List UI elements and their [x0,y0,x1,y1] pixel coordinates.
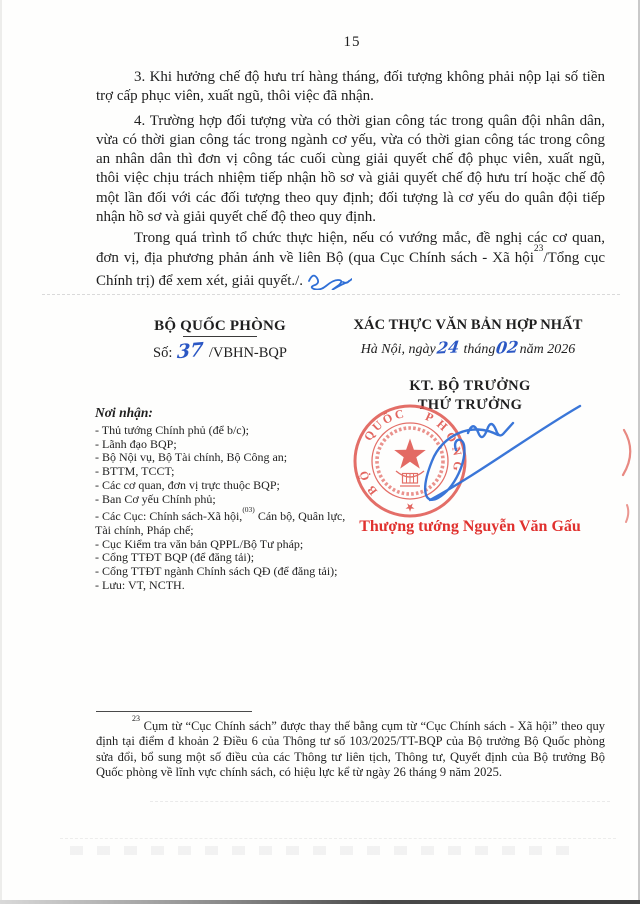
scan-fold-line [42,294,620,295]
certification-title: XÁC THỰC VĂN BẢN HỢP NHẤT [353,317,583,333]
recipient-item [95,465,363,479]
recipient-item [95,551,363,565]
seal-letter: Ò [443,429,460,445]
org-underline [183,336,257,337]
issuer-org-name: BỘ QUỐC PHÒNG [154,318,286,334]
date-suffix: năm 2026 [519,342,576,357]
seal-bottom-star-icon: ★ [405,501,415,512]
footnote-block [96,715,605,780]
footnote-reference-23: 23 [533,243,544,254]
recipient-item [95,493,363,507]
handwritten-day: 24 [435,337,461,358]
seal-letter: Q [360,427,378,444]
recipient-text: - Thủ tướng Chính phủ (để b/c); [95,423,249,437]
seal-letter: U [369,417,386,434]
document-body [96,68,605,291]
issuer-block [138,317,302,362]
scan-ghost-line [60,838,616,839]
seal-letter: P [423,409,436,426]
recipients-block [95,405,363,592]
document-number-line [138,340,302,362]
paragraph-5-text-end: /Tổng cục Chính trị) để xem xét, giải quyết./. [96,249,605,289]
recipient-text: - Cổng TTĐT ngành Chính sách QĐ (để đăng tải); [95,564,338,579]
signer-name: Thượng tướng Nguyễn Văn Gấu [359,518,581,535]
recipient-text: Cán bộ, Quân lực, Tài chính, Pháp chế; [95,509,346,537]
recipient-item [95,506,349,537]
footnote-separator [96,711,252,712]
signer-position: THỨ TRƯỞNG [417,397,523,413]
recipient-text: - Cục Kiểm tra văn bản QPPL/Bộ Tư pháp; [95,536,304,551]
recipient-text: - Các cơ quan, đơn vị trực thuộc BQP; [95,477,280,492]
seal-letter: G [450,460,466,472]
place-date-line [350,338,586,358]
scan-edge-bottom [0,900,640,904]
seal-letter: H [433,417,451,434]
scan-ghost-line [150,801,610,802]
recipient-item [95,538,363,552]
recipient-text: - Ban Cơ yếu Chính phủ; [95,491,216,506]
stamp-fragment-right-edge [612,420,640,530]
certification-block [350,317,586,358]
handwritten-month: 02 [495,337,520,358]
recipient-item [95,479,363,493]
recipient-item [95,451,363,465]
recipient-text: - Các Cục: Chính sách-Xã hội, [95,509,243,524]
paragraph-5-text: Trong quá trình tổ chức thực hiện, nếu có vướng mắc, đề nghị các cơ quan, đơn vị, địa phương phản ánh về liên Bộ (qua Cục Chính sách - Xã hội [96,230,605,266]
recipient-text: - Lưu: VT, NCTH. [95,577,185,592]
signature-ink [380,393,590,528]
document-number-label: Số: [153,345,173,361]
signer-authority: KT. BỘ TRƯỞNG [409,378,531,394]
recipient-text: - Bộ Nội vụ, Bộ Tài chính, Bộ Công an; [95,450,288,465]
handwritten-document-number: 37 [176,338,205,364]
seal-letter: B [364,483,381,499]
recipient-item [95,438,363,452]
recipient-item [95,579,363,593]
seal-letter: Ộ [356,469,373,483]
seal-letter: N [449,445,465,457]
footnote-text [96,715,605,780]
seal-letter: Ố [380,410,395,427]
body-paragraph-5 [96,229,605,291]
body-paragraph-3: 3. Khi hưởng chế độ hưu trí hàng tháng, đối tượng không phải nộp lại số tiền trợ cấp phục viên, xuất ngũ, thôi việc đã nhận. [96,69,605,105]
document-number-suffix: /VBHN-BQP [208,345,287,361]
page-number: 15 [343,34,361,50]
scan-edge-left [0,0,2,904]
initial-ink-squiggle [306,268,352,290]
seal-letter: C [393,406,406,423]
recipient-text: - BTTM, TCCT; [95,464,175,479]
footnote-marker: 23 [132,714,140,723]
body-paragraph-4: 4. Trường hợp đối tượng vừa có thời gian công tác trong quân đội nhân dân, vừa có thời gian công tác trong ngành cơ yếu, vừa có thời gian công tác trong công an nhân dân thì đơn vị công tác cuối cùng giải quyết chế độ phục viên, xuất ngũ, thôi việc chịu trách nhiệm tiếp nhận hồ sơ và giải quyết chế độ hưu trí hoặc chế độ một lần đối với các đối tượng theo quy định; đối tượng là cơ yếu do quân đội tiếp nhận hồ sơ và giải quyết chế độ theo quy định. [96,112,605,226]
recipient-text: - Cổng TTĐT BQP (để đăng tải); [95,550,255,565]
recipient-item [95,565,363,579]
footnote-body: Cụm từ “Cục Chính sách” được thay thế bằng cụm từ “Cục Chính sách - Xã hội” theo quy định tại điểm đ khoản 2 Điều 6 của Thông tư số 103/2025/TT-BQP của Bộ trưởng Bộ Quốc phòng sửa đổi, bổ sung một số điều của các Thông tư liên tịch, Thông tư, Quyết định của Bộ trưởng Bộ Quốc phòng về lĩnh vực chính sách, có hiệu lực kể từ ngày 26 tháng 9 năm 2025. [96,719,605,779]
recipient-superscript: (03) [242,505,255,515]
scan-ghost-band [70,846,570,855]
date-middle: tháng [463,342,496,357]
recipient-item [95,424,363,438]
date-prefix: Hà Nội, ngày [360,342,436,357]
recipients-label: Nơi nhận: [95,405,153,420]
recipient-text: - Lãnh đạo BQP; [95,436,177,451]
